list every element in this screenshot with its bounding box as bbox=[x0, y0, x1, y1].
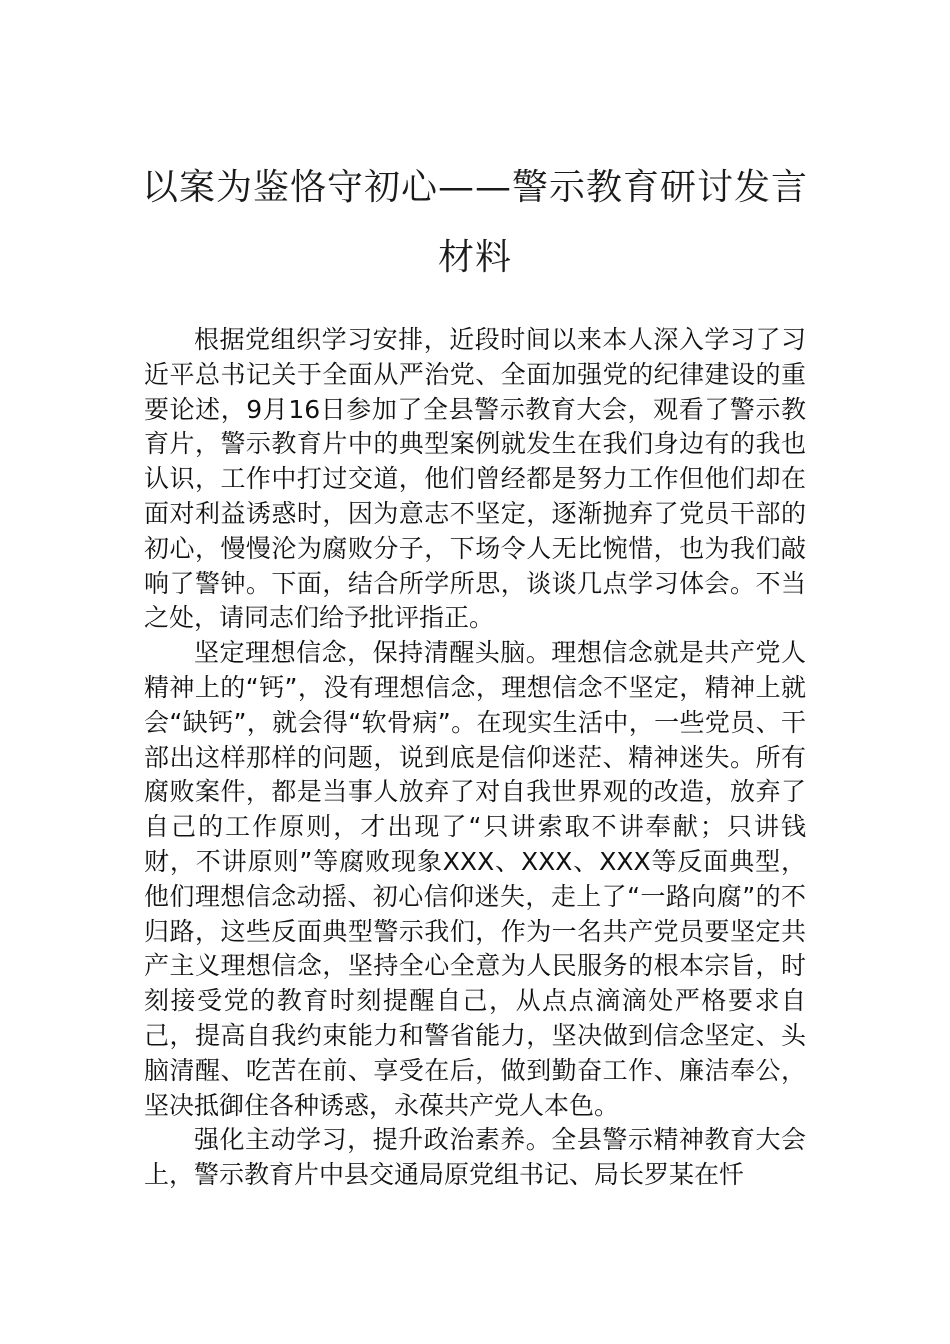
document-title-line1: 以案为鉴恪守初心——警示教育研讨发言 bbox=[141, 167, 808, 208]
paragraph-ideals: 坚定理想信念，保持清醒头脑。理想信念就是共产党人精神上的“钙”，没有理想信念，理想信念不坚定，精神上就会“缺钙”，就会得“软骨病”。在现实生活中，一些党员、干部出这样那样的问题，说到底是信仰迷茫、精神迷失。所有腐败案件，都是当事人放弃了对自我世界观的改造，放弃了自己的工作原则，才出现了“只讲索取不讲奉献；只讲钱财，不讲原则”等腐败现象XXX、XXX、XXX等反面典型，他们理想信念动摇、初心信仰迷失，走上了“一路向腐”的不归路，这些反面典型警示我们，作为一名共产党员要坚定共产主义理想信念，坚持全心全意为人民服务的根本宗旨，时刻接受党的教育时刻提醒自己，从点点滴滴处严格要求自己，提高自我约束能力和警省能力，坚决做到信念坚定、头脑清醒、吃苦在前、享受在后，做到勤奋工作、廉洁奉公，坚决抵御住各种诱惑，永葆共产党人本色。 bbox=[144, 638, 806, 1120]
paragraph-study: 强化主动学习，提升政治素养。全县警示精神教育大会上，警示教育片中县交通局原党组书记、局长罗某在忏 bbox=[144, 1125, 806, 1190]
paragraph-intro: 根据党组织学习安排，近段时间以来本人深入学习了习近平总书记关于全面从严治党、全面加强党的纪律建设的重要论述，9月16日参加了全县警示教育大会，观看了警示教育片，警示教育片中的典型案例就发生在我们身边有的我也认识，工作中打过交道，他们曾经都是努力工作但他们却在面对利益诱惑时，因为意志不坚定，逐渐抛弃了党员干部的初心，慢慢沦为腐败分子，下场令人无比惋惜，也为我们敲响了警钟。下面，结合所学所思，谈谈几点学习体会。不当之处，请同志们给予批评指正。 bbox=[144, 325, 806, 633]
document-title-line2: 材料 bbox=[437, 237, 512, 278]
document-body bbox=[144, 323, 806, 1193]
